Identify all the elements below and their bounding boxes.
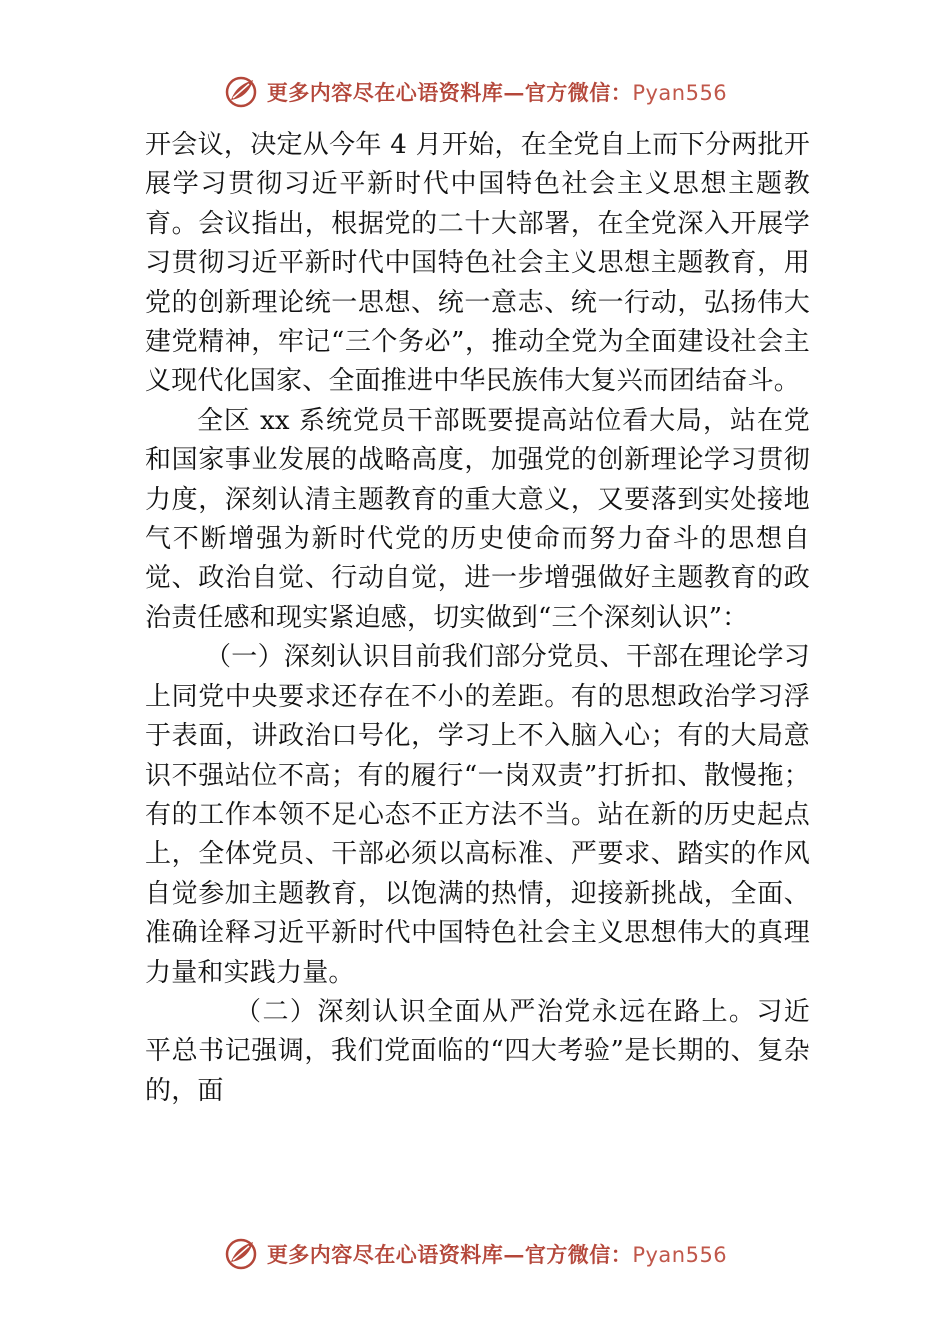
paragraph-1: 开会议，决定从今年 4 月开始，在全党自上而下分两批开展学习贯彻习近平新时代中国特色社会主义思想主题教育。会议指出，根据党的二十大部署，在全党深入开展学习贯彻习近平新时代中国特色社会主义思想主题教育，用党的创新理论统一思想、统一意志、统一行动，弘扬伟大建党精神，牢记“三个务必”，推动全党为全面建设社会主义现代化国家、全面推进中华民族伟大复兴而团结奋斗。	[145, 130, 810, 397]
footer-text	[267, 1239, 727, 1269]
paragraph-2: 全区 xx 系统党员干部既要提高站位看大局，站在党和国家事业发展的战略高度，加强党的创新理论学习贯彻力度，深刻认清主题教育的重大意义，又要落到实处接地气不断增强为新时代党的历史使命而努力奋斗的思想自觉、政治自觉、行动自觉，进一步增强做好主题教育的政治责任感和现实紧迫感，切实做到“三个深刻认识”：	[145, 405, 810, 633]
header-brand: 更多内容尽在心语资料库	[266, 80, 504, 105]
paragraph-4: （二）深刻认识全面从严治党永远在路上。习近平总书记强调，我们党面临的“四大考验”是长期的、复杂的，面	[145, 996, 810, 1106]
leaf-logo-icon	[223, 1236, 259, 1272]
document-body	[145, 126, 810, 1111]
footer-contact: 官方微信：	[524, 1242, 633, 1267]
paragraph-3: （一）深刻认识目前我们部分党员、干部在理论学习上同党中央要求还存在不小的差距。有的思想政治学习浮于表面，讲政治口号化，学习上不入脑入心；有的大局意识不强站位不高；有的履行“一岗双责”打折扣、散慢拖；有的工作本领不足心态不正方法不当。站在新的历史起点上，全体党员、干部必须以高标准、严要求、踏实的作风自觉参加主题教育，以饱满的热情，迎接新挑战，全面、准确诠释习近平新时代中国特色社会主义思想伟大的真理力量和实践力量。	[145, 642, 810, 988]
footer-separator: —	[503, 1242, 525, 1267]
header-wechat-id: Pyan556	[632, 81, 728, 105]
footer-wechat-id: Pyan556	[632, 1243, 728, 1267]
leaf-logo-icon	[223, 74, 259, 110]
footer-brand: 更多内容尽在心语资料库	[266, 1242, 504, 1267]
header-contact: 官方微信：	[524, 80, 633, 105]
header-text	[267, 77, 727, 107]
footer-banner	[0, 1234, 950, 1274]
header-banner	[0, 72, 950, 112]
header-separator: —	[503, 80, 525, 105]
